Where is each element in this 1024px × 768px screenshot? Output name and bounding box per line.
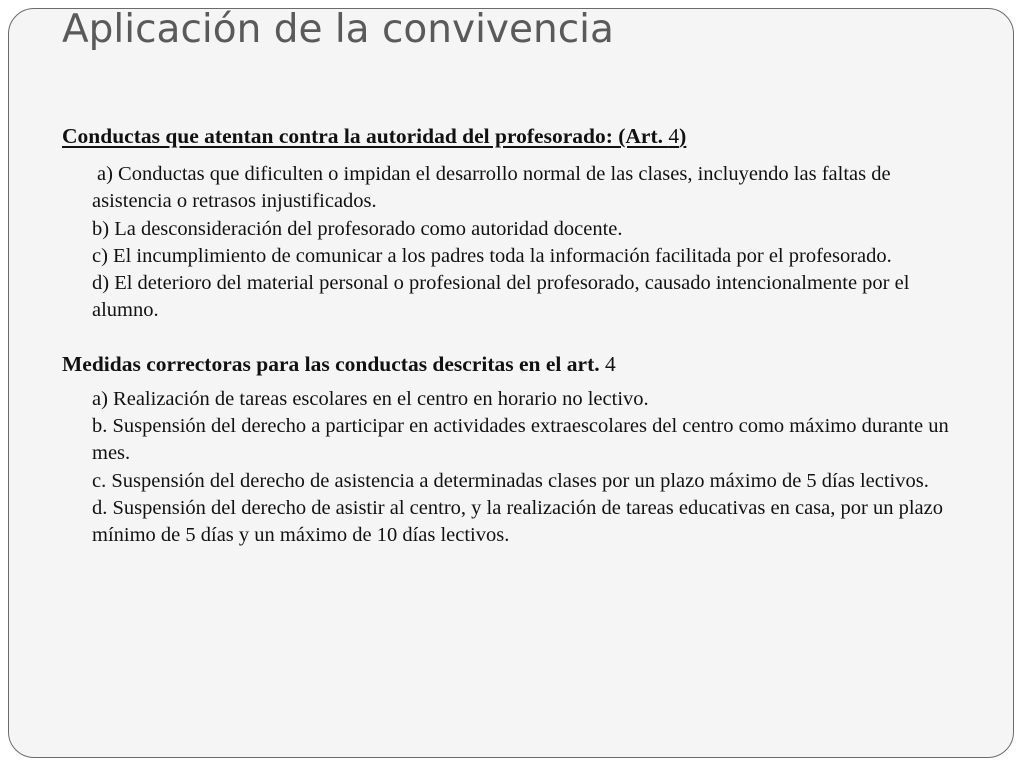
section-heading-close: )	[679, 124, 687, 148]
list-item: c. Suspensión del derecho de asistencia a determinadas clases por un plazo máximo de 5 días lectivos.	[92, 469, 929, 492]
section-heading-conductas	[62, 122, 972, 151]
conductas-list	[62, 161, 972, 325]
medidas-list	[62, 386, 972, 550]
section-heading-medidas	[62, 350, 972, 379]
list-item: d) El deterioro del material personal o profesional del profesorado, causado intencionalmente por el alumno.	[92, 272, 910, 322]
list-item: b) La desconsideración del profesorado como autoridad docente.	[92, 217, 623, 240]
section-heading-text: Medidas correctoras para las conductas descritas en el art.	[62, 351, 605, 376]
list-item: a) Realización de tareas escolares en el centro en horario no lectivo.	[92, 387, 649, 410]
slide-title: Aplicación de la convivencia	[62, 7, 614, 52]
list-item: d. Suspensión del derecho de asistir al centro, y la realización de tareas educativas en casa, por un plazo mínimo de 5 días y un máximo de 10 días lectivos.	[92, 496, 943, 547]
section-heading-text: Conductas que atentan contra la autoridad del profesorado: (Art.	[62, 124, 669, 148]
list-item: c) El incumplimiento de comunicar a los padres toda la información facilitada por el profesorado.	[92, 244, 892, 267]
slide-body	[62, 122, 972, 550]
article-number: 4	[604, 351, 616, 376]
article-number: 4	[668, 124, 680, 148]
list-item: a) Conductas que dificulten o impidan el desarrollo normal de las clases, incluyendo las faltas de asistencia o retrasos injustificados.	[92, 163, 891, 213]
list-item: b. Suspensión del derecho a participar en actividades extraescolares del centro como máximo durante un mes.	[92, 415, 949, 465]
